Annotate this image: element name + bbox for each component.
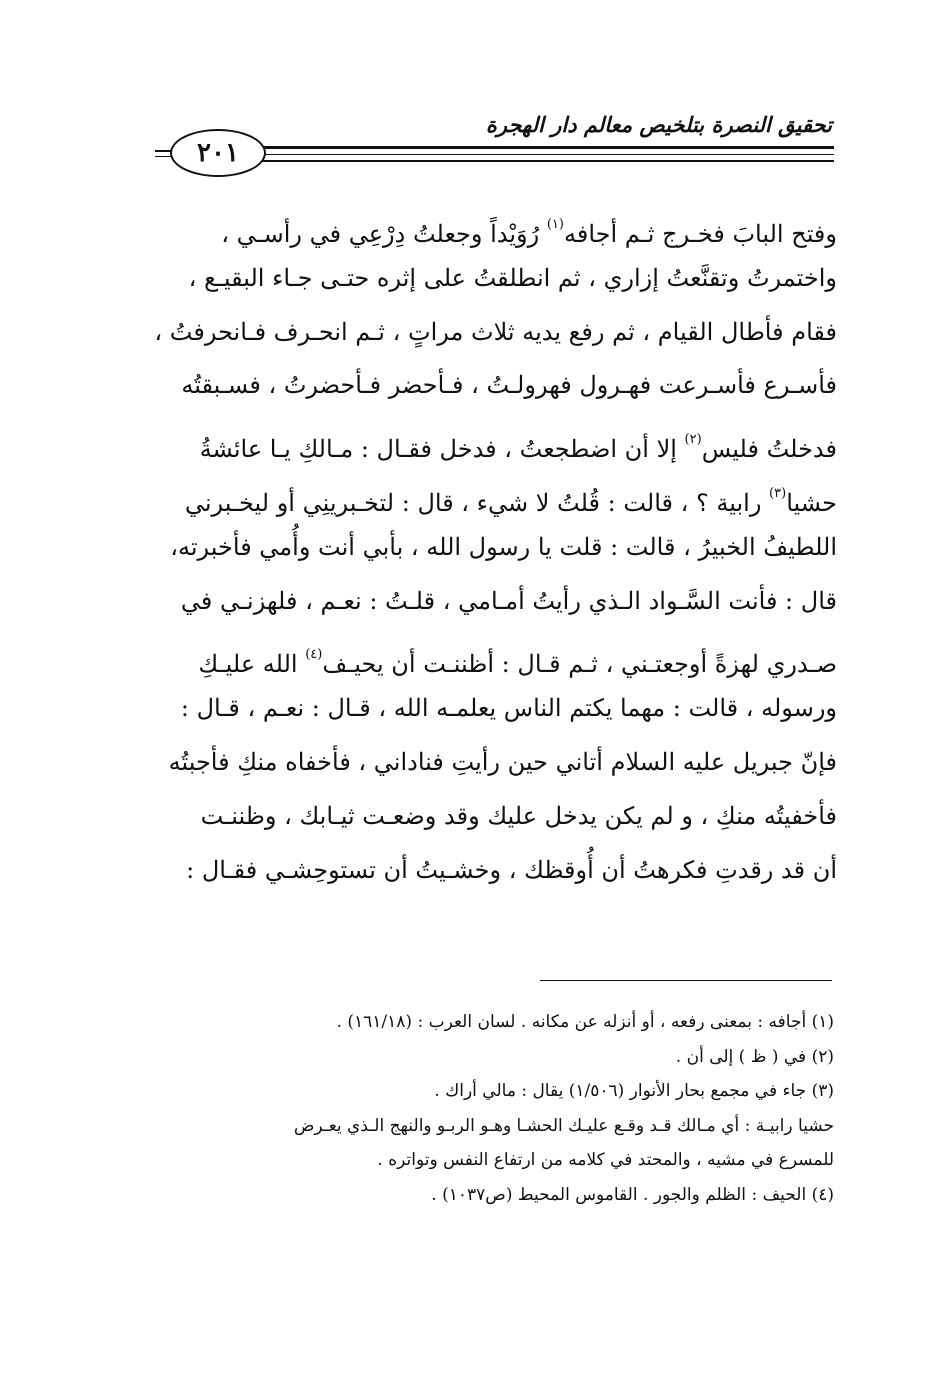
text-line: أن قد رقدتِ فكرهتُ أن أُوقظك ، وخشـيتُ أن تستوحِشـي فقـال :: [186, 855, 837, 884]
text-line: حشيا$^{(٣)}$ رابية ؟ ، قالت : قُلتُ لا شيء ، قال : لتخـبرينِي أو ليخـبرني: [184, 485, 837, 517]
footnotes: [150, 1005, 834, 1212]
footnote-4: (٤) الحيف : الظلم والجور . القاموس المحيط (ص١٠٣٧) .: [431, 1184, 834, 1205]
text-line: فقام فأطال القيام ، ثم رفع يديه ثلاث مراتٍ ، ثـم انحـرف فـانحرفتُ ،: [154, 317, 837, 346]
text-line: فأسـرع فأسـرعت فهـرول فهرولـتُ ، فـأحضر فـأحضرتُ ، فسـبقتُه: [181, 371, 837, 400]
footnote-marker: (١): [546, 217, 564, 232]
header-rule: [262, 160, 834, 162]
text-line: ورسوله ، قالت : مهما يكتم الناس يعلمـه الله ، قـال : نعـم ، قـال :: [180, 694, 837, 723]
header-rule: [262, 146, 834, 149]
text-line: فإنّ جبريل عليه السلام أتاني حين رأيتِ فناداني ، فأخفاه منكِ فأجبتُه: [168, 747, 837, 776]
text-line: صـدري لهزةً أوجعتـني ، ثـم قـال : أظننـت أن يحيـف$^{(٤)}$ الله عليـكِ: [198, 647, 837, 679]
footnote-marker: (٣): [769, 485, 787, 501]
header-rule: [262, 154, 834, 155]
text-line: فدخلتُ فليس$^{(٢)}$ إلا أن اضطجعتُ ، فدخل فقـال : مـالكِ يـا عائشةُ: [199, 432, 837, 464]
page-number: ٢٠١: [197, 138, 239, 168]
text-line: قال : فأنت السَّـواد الـذي رأيتُ أمـامي ، قلـتُ : نعـم ، فلهزنـي في: [180, 586, 837, 615]
footnote-3-continuation: للمسرع في مشيه ، والمحتد في كلامه من ارتفاع النفس وتواتره .: [377, 1150, 834, 1170]
footnote-marker: (٤): [305, 647, 323, 663]
page-number-badge: [170, 129, 266, 177]
footnote-marker: (٢): [684, 432, 702, 448]
text-line: وفتح البابَ فخـرج ثـم أجافه$^{(١)}$ رُوَيْداً وجعلتُ دِرْعِي في رأسـي ،: [221, 217, 837, 248]
footnote-3-continuation: حشيا رابيـة : أي مـالك قـد وقـع عليـك الحشـا وهـو الربـو والنهج الـذي يعـرض: [293, 1115, 834, 1136]
running-header-title: تحقيق النصرة بتلخيص معالم دار الهجرة: [485, 112, 832, 137]
text-line: اللطيفُ الخبيرُ ، قالت : قلت يا رسول الله ، بأبي أنت وأُمي فأخبرته،: [170, 532, 837, 561]
footnote-1: (١) أجافه : بمعنى رفعه ، أو أنزله عن مكانه . لسان العرب : (١٦١/١٨) .: [336, 1012, 834, 1032]
footnote-separator: [540, 980, 832, 981]
text-line: واختمرتُ وتقنَّعتُ إزاري ، ثم انطلقتُ على إثره حتـى جـاء البقيـع ،: [188, 263, 837, 292]
main-text: [155, 198, 837, 897]
footnote-3: (٣) جاء في مجمع بحار الأنوار (١/٥٠٦) يقال : مالي أراك .: [434, 1081, 834, 1101]
text-line: فأخفيتُه منكِ ، و لم يكن يدخل عليك وقد وضعـت ثيـابك ، وظننـت: [200, 801, 837, 830]
footnote-2: (٢) في ( ظ ) إلى أن .: [675, 1046, 834, 1067]
